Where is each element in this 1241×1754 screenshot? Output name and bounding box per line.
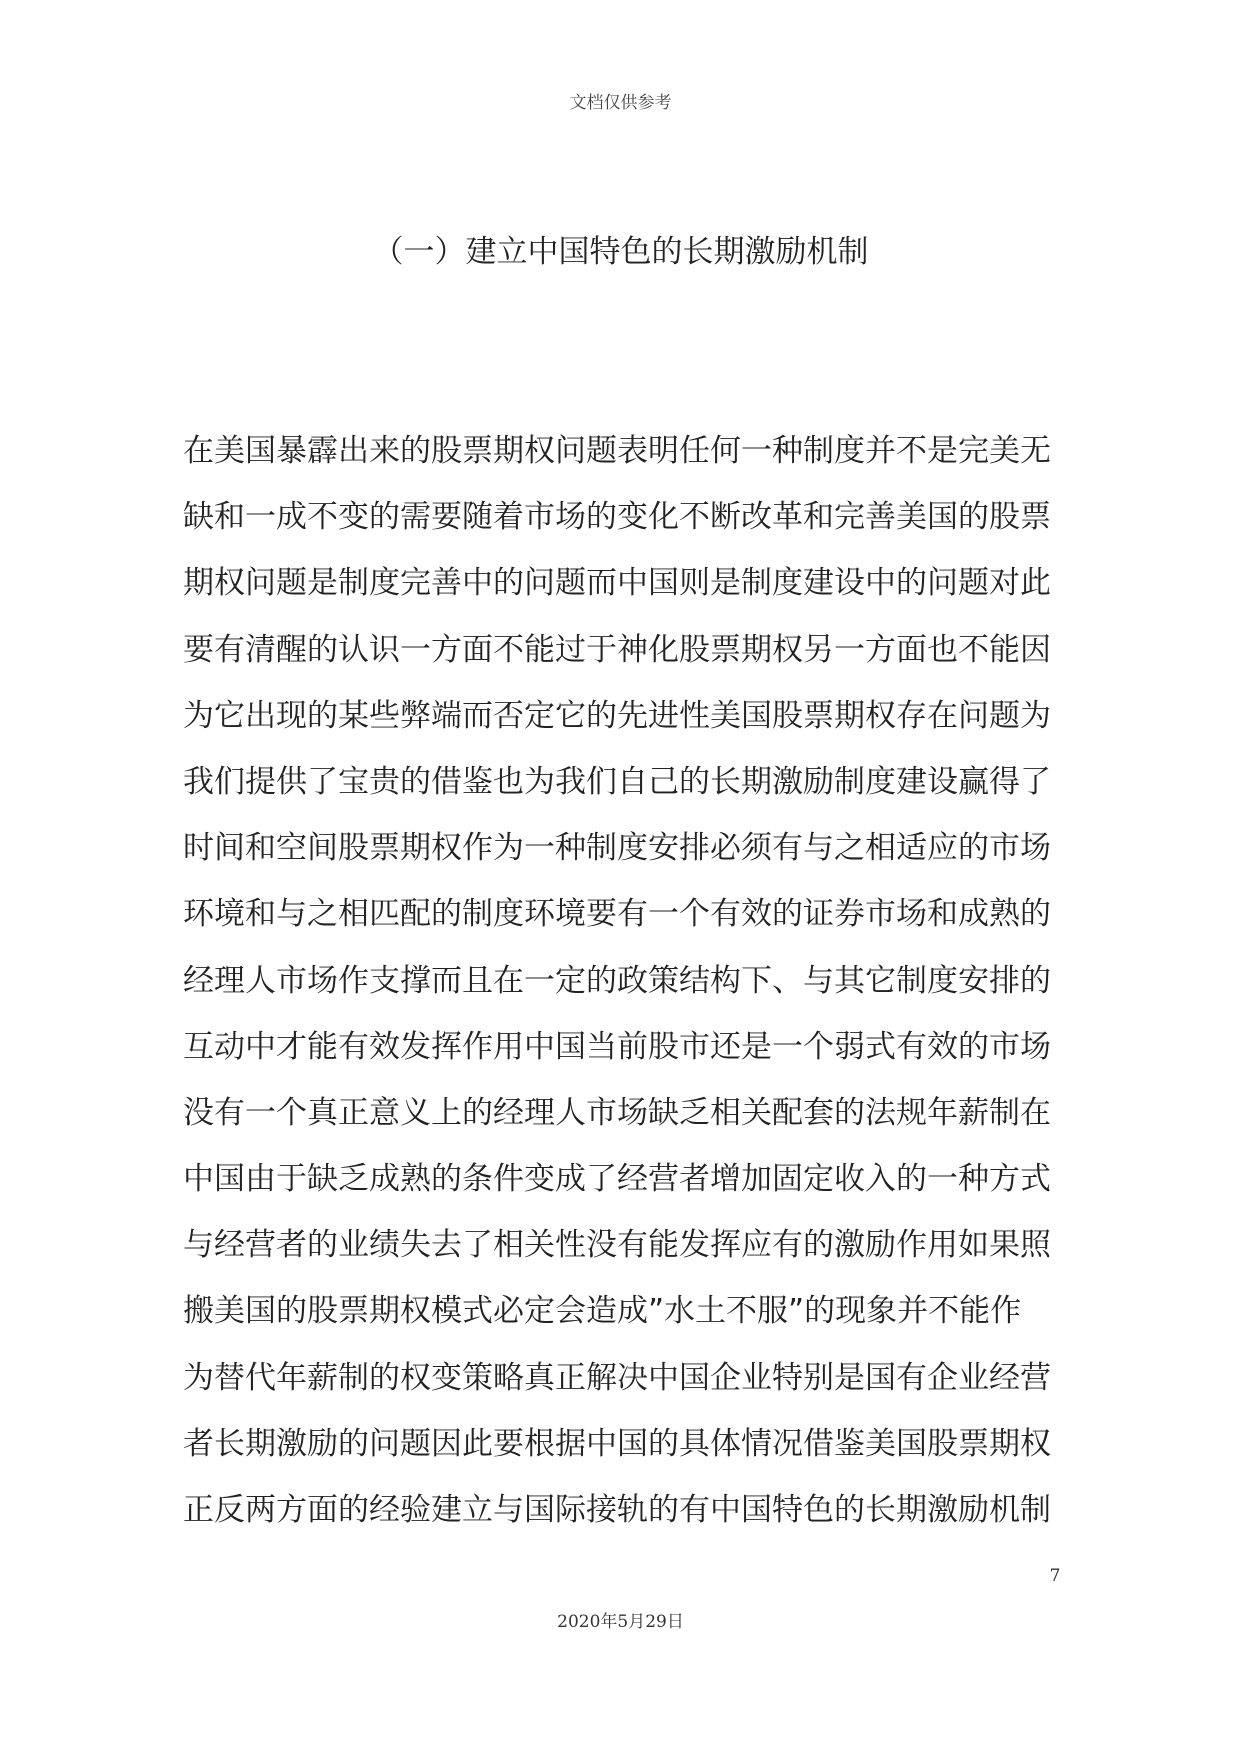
paragraph-line: 互动中才能有效发挥作用中国当前股市还是一个弱式有效的市场 — [183, 1028, 1051, 1065]
paragraph-line: 正反两方面的经验建立与国际接轨的有中国特色的长期激励机制 — [183, 1492, 1051, 1528]
paragraph-line: 经理人市场作支撑而且在一定的政策结构下、与其它制度安排的 — [183, 962, 1051, 999]
paragraph-line: 为替代年薪制的权变策略真正解决中国企业特别是国有企业经营 — [183, 1359, 1051, 1396]
paragraph-line: 时间和空间股票期权作为一种制度安排必须有与之相适应的市场 — [183, 830, 1051, 867]
paragraph-line: 搬美国的股票期权模式必定会造成”水土不服”的现象并不能作 — [183, 1293, 1022, 1330]
paragraph-line: 中国由于缺乏成熟的条件变成了经营者增加固定收入的一种方式 — [183, 1161, 1051, 1198]
paragraph-line: 环境和与之相匹配的制度环境要有一个有效的证券市场和成熟的 — [183, 896, 1051, 933]
paragraph-line: 者长期激励的问题因此要根据中国的具体情况借鉴美国股票期权 — [183, 1425, 1051, 1462]
paragraph-line: 要有清醒的认识一方面不能过于神化股票期权另一方面也不能因 — [183, 631, 1051, 668]
paragraph-line: 与经营者的业绩失去了相关性没有能发挥应有的激励作用如果照 — [183, 1227, 1051, 1264]
paragraph-line: 期权问题是制度完善中的问题而中国则是制度建设中的问题对此 — [183, 565, 1051, 602]
header-note: 文档仅供参考 — [569, 93, 672, 113]
body-paragraph — [183, 418, 1051, 1543]
paragraph-line: 没有一个真正意义上的经理人市场缺乏相关配套的法规年薪制在 — [183, 1094, 1051, 1131]
paragraph-line: 为它出现的某些弊端而否定它的先进性美国股票期权存在问题为 — [183, 697, 1051, 734]
footer-date: 2020年5月29日 — [557, 1612, 684, 1632]
page-number: 7 — [1049, 1566, 1061, 1586]
paragraph-line: 缺和一成不变的需要随着市场的变化不断改革和完善美国的股票 — [183, 499, 1051, 536]
paragraph-line: 我们提供了宝贵的借鉴也为我们自己的长期激励制度建设赢得了 — [183, 763, 1051, 800]
section-heading: （一）建立中国特色的长期激励机制 — [372, 234, 869, 270]
paragraph-line: 在美国暴霹出来的股票期权问题表明任何一种制度并不是完美无 — [183, 433, 1051, 469]
